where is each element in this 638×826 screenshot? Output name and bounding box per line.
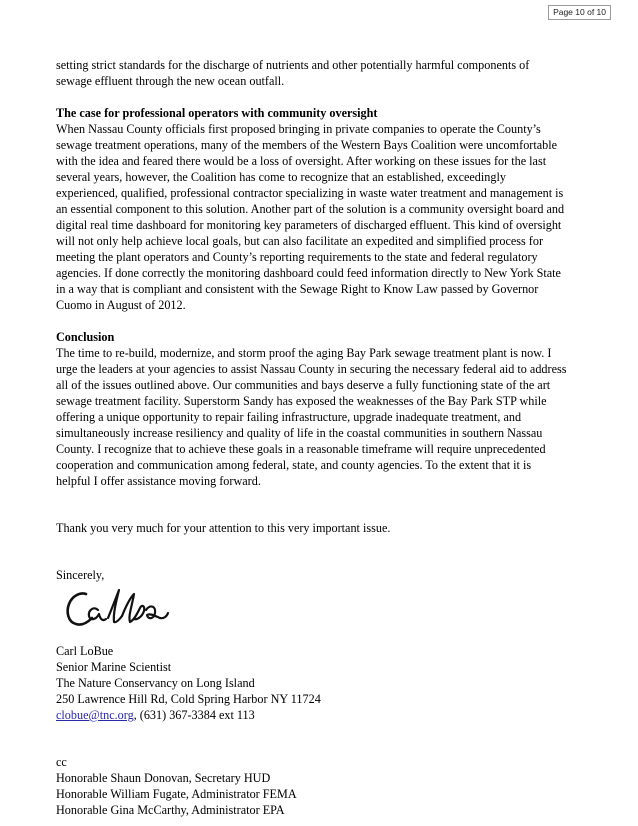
sender-organization: The Nature Conservancy on Long Island	[56, 676, 255, 690]
letter-body	[56, 57, 586, 818]
intro-paragraph	[56, 57, 586, 89]
sender-title: Senior Marine Scientist	[56, 660, 172, 674]
sender-contact	[56, 707, 586, 723]
text-line: agencies. If done correctly the monitoring dashboard could feed information directly to New York State	[56, 266, 561, 280]
sender-name: Carl LoBue	[56, 644, 114, 658]
text-line: all of the issues outlined above. Our communities and bays deserve a fully functioning state of the art	[56, 378, 551, 392]
text-line: meeting the plant operators and County’s reporting requirements to the state and federal regulatory	[56, 250, 538, 264]
text-line: simultaneously increase resiliency and quality of life in the coastal communities in southern Nassau	[56, 426, 543, 440]
section-oversight	[56, 105, 586, 313]
thanks-line: Thank you very much for your attention to this very important issue.	[56, 521, 391, 535]
text-line: urge the leaders at your agencies to assist Nassau County in securing the necessary federal aid to address	[56, 362, 567, 376]
cc-recipient: Honorable Gina McCarthy, Administrator EPA	[56, 803, 285, 817]
text-line: offering a unique opportunity to repair failing infrastructure, upgrade inadequate treatment, and	[56, 410, 522, 424]
text-line: setting strict standards for the discharge of nutrients and other potentially harmful components of	[56, 58, 530, 72]
text-line: experienced, qualified, professional contractor specializing in waste water treatment and management is	[56, 186, 564, 200]
section-heading: Conclusion	[56, 330, 115, 344]
text-line: The time to re-build, modernize, and storm proof the aging Bay Park sewage treatment plant is now. I	[56, 346, 552, 360]
text-line: cooperation and communication among federal, state, and county agencies. To the extent that it is	[56, 458, 532, 472]
section-conclusion	[56, 329, 586, 489]
page-number-label: Page 10 of 10	[548, 5, 611, 20]
text-line: When Nassau County officials first proposed bringing in private companies to operate the County’s	[56, 122, 541, 136]
cc-recipient: Honorable Shaun Donovan, Secretary HUD	[56, 771, 271, 785]
sender-address: 250 Lawrence Hill Rd, Cold Spring Harbor NY 11724	[56, 692, 321, 706]
text-line: with the idea and feared there would be a loss of oversight. After working on these issues for the last	[56, 154, 547, 168]
sender-block	[56, 643, 586, 723]
text-line: County. I recognize that to achieve these goals in a reasonable timeframe will require unprecedented	[56, 442, 546, 456]
text-line: Cuomo in August of 2012.	[56, 298, 186, 312]
cc-block	[56, 754, 586, 818]
closing-salutation: Sincerely,	[56, 568, 105, 582]
text-line: in a way that is compliant and consistent with the Sewage Right to Know Law passed by Governor	[56, 282, 539, 296]
cc-recipient: Honorable William Fugate, Administrator FEMA	[56, 787, 297, 801]
text-line: helpful I offer assistance moving forward.	[56, 474, 261, 488]
section-heading: The case for professional operators with community oversight	[56, 106, 378, 120]
email-link[interactable]: clobue@tnc.org	[56, 708, 134, 722]
handwritten-signature	[56, 583, 586, 643]
text-line: sewage treatment facility. Superstorm Sandy has exposed the weaknesses of the Bay Park STP while	[56, 394, 547, 408]
text-line: will not only help achieve local goals, but can also facilitate an expedited and simplified process for	[56, 234, 544, 248]
text-line: sewage treatment operations, many of the members of the Western Bays Coalition were uncomfortable	[56, 138, 558, 152]
text-line: several years, however, the Coalition has come to recognize that an established, exceedingly	[56, 170, 506, 184]
text-line: digital real time dashboard for monitoring key parameters of discharged effluent. This kind of oversight	[56, 218, 562, 232]
text-line: an essential component to this solution. Another part of the solution is a community oversight board and	[56, 202, 565, 216]
sender-phone: , (631) 367-3384 ext 113	[133, 708, 255, 722]
text-line: sewage effluent through the new ocean outfall.	[56, 74, 285, 88]
cc-label: cc	[56, 755, 67, 769]
